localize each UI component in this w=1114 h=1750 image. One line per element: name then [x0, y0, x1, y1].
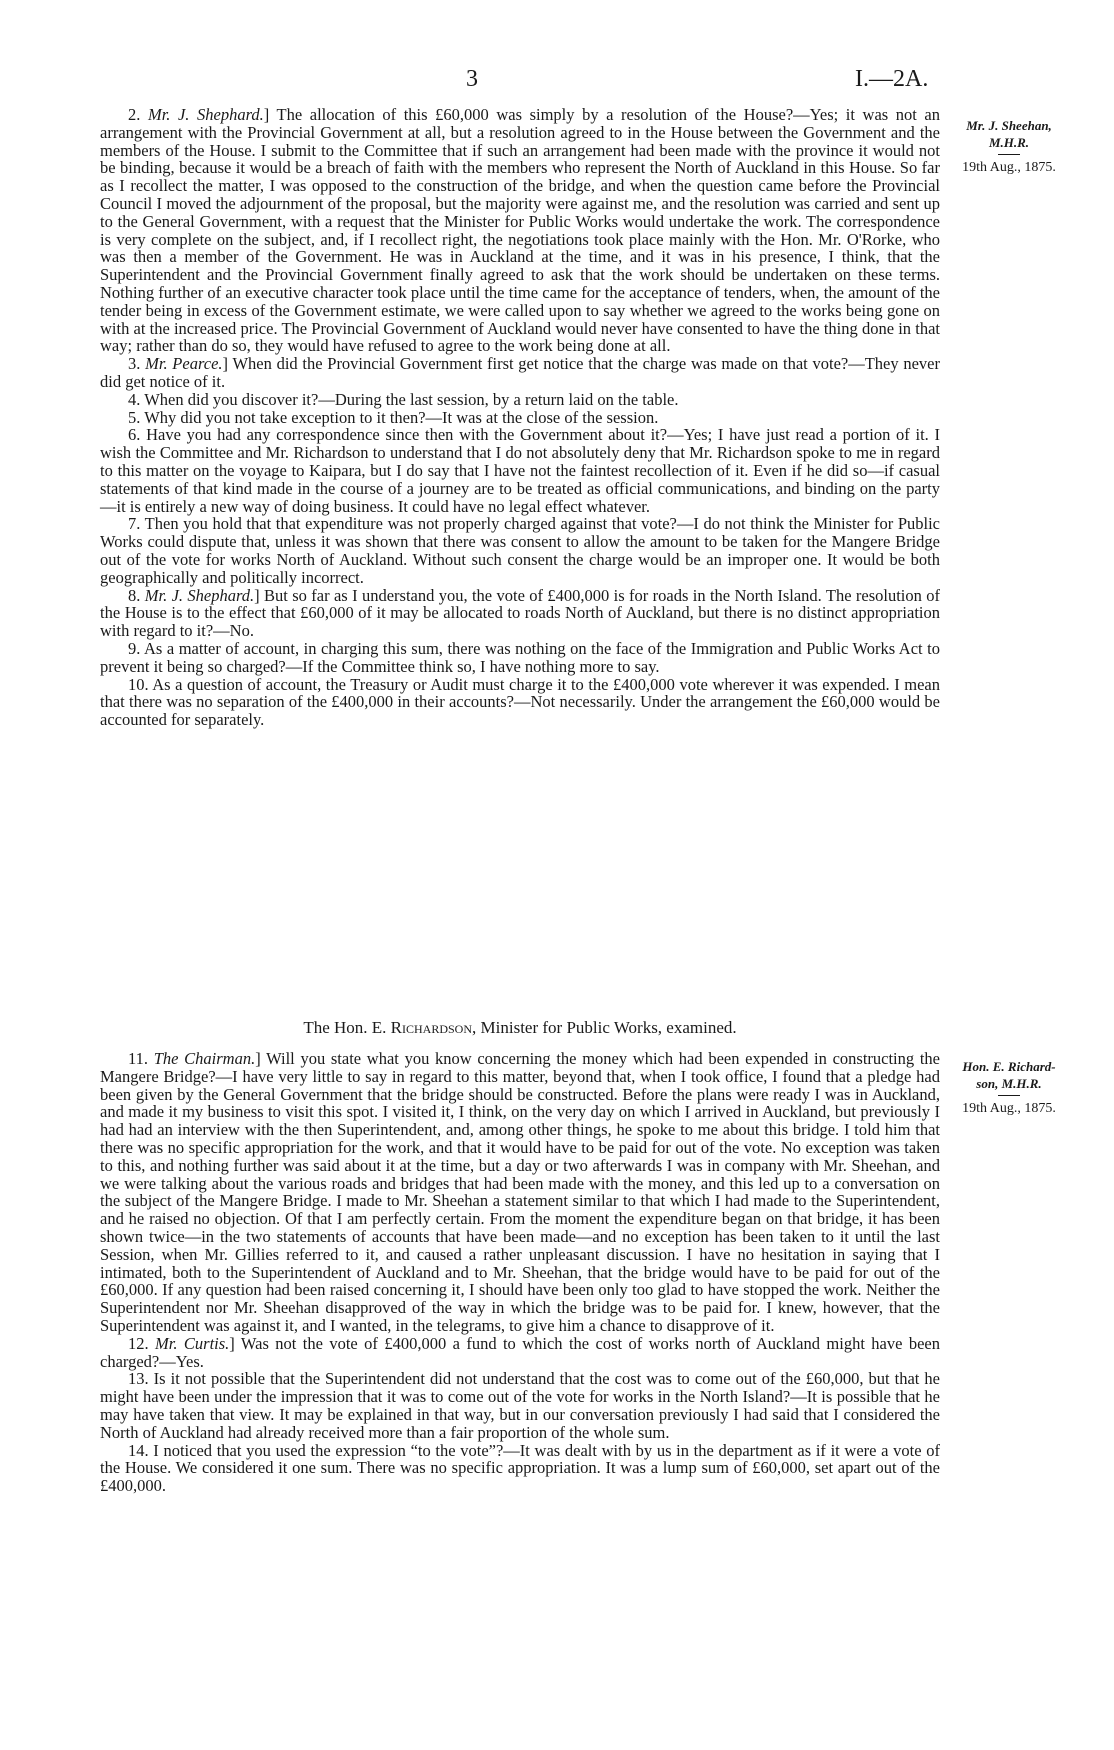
witness-date: 19th Aug., 1875.: [962, 160, 1056, 175]
question-paragraph: 8. Mr. J. Shephard.] But so far as I understand you, the vote of £400,000 is for roads in the North Island. The resolution of the House is to the effect that £60,000 of it may be allocated to roads North of Auckland, but there is no distinct appropriation with regard to it?—No.: [100, 585, 941, 641]
question-paragraph: 7. Then you hold that that expenditure was not properly charged against that vote?—I do not think the Minister for Public Works could dispute that, unless it was shown that there was consent to allow the amount to be taken for the Mangere Bridge out of the vote for works North of Auckland. Without such consent the charge would be an improper one. It would be both geographically and politically incorrect.: [100, 514, 940, 587]
question-paragraph: 4. When did you discover it?—During the last session, by a return laid on the table.: [128, 389, 679, 409]
question-paragraph: 12. Mr. Curtis.] Was not the vote of £400,000 a fund to which the cost of works north of Auckland might have been charged?—Yes.: [100, 1333, 941, 1371]
witness-sidenote-sheehan: [944, 117, 1074, 176]
speaker-name: Mr. Curtis.: [155, 1333, 230, 1353]
witness-title: M.H.R.: [988, 135, 1030, 150]
page-number: 3: [466, 66, 478, 92]
question-paragraph: 9. As a matter of account, in charging this sum, there was nothing on the face of the Immigration and Public Works Act to prevent it being so charged?—If the Committee think so, I have nothing more to say.: [100, 638, 940, 676]
witness-title: son, M.H.R.: [976, 1076, 1042, 1091]
sidenote-divider: [998, 1095, 1020, 1096]
document-reference: I.—2A.: [855, 66, 929, 92]
witness-sidenote-richardson: [944, 1058, 1074, 1117]
speaker-name: The Chairman.: [153, 1049, 256, 1068]
speaker-name: Mr. J. Shephard.: [147, 105, 264, 124]
question-paragraph: 11. The Chairman.] Will you state what you know concerning the money which had been expended in constructing the Mangere Bridge?—I have very little to say in regard to this matter, beyond that, when I took office, I found that a pledge had been given by the General Government that the bridge should be constructed. Before the plans were ready I was in Auckland, and made it my business to visit this spot. I visited it, I think, on the very day on which I arrived in Auckland, but previously I had had an interview with the then Superintendent, and, among other things, he spoke to me about this bridge. I told him that there was no specific appropriation for the work, and that it would have to be paid for out of the vote. No exception was taken to this, and nothing further was said about it at the time, but a day or two afterwards I was in company with Mr. Sheehan, and we were talking about the various roads and bridges that had been made with the money, and this led up to a conversation on the subject of the Mangere Bridge. I made to Mr. Sheehan a statement similar to that which I had made to the Superintendent, and he raised no objection. Of that I am perfectly certain. From the moment the expenditure began on that bridge, it has been shown twice—in the two statements of accounts that have been made—and no exception has been taken to it until the last Session, when Mr. Gillies referred to it, and caused a rather unpleasant discussion. I have no hesitation in saying that I intimated, both to the Superintendent of Auckland and to Mr. Sheehan, that the bridge would have to be paid for out of the £60,000. If any question had been raised concerning it, I should have been only too glad to have stopped the work. Neither the Superintendent nor Mr. Sheehan disapproved of the way in which the bridge was to be paid for. I knew, however, that the Superintendent was against it, and I wanted, in the telegrams, to give him a chance to disapprove of it.: [100, 1049, 940, 1335]
page-header: [0, 66, 1114, 96]
question-paragraph: 2. Mr. J. Shephard.] The allocation of this £60,000 was simply by a resolution of the House?—Yes; it was not an arrangement with the Provincial Government at all, but a resolution agreed to in the House between the Government and the members of the House. I submit to the Committee that if such an arrangement had been made with the province it would not be binding, because it would be a breach of faith with the members who represent the North of Auckland in this House. So far as I recollect the matter, I was opposed to the construction of the bridge, and when the question came before the Provincial Council I moved the adjournment of the proposal, but the majority were against me, and the resolution was carried and sent up to the General Government, with a request that the Minister for Public Works would undertake the work. The correspondence is very complete on the subject, and, if I recollect right, the negotiations took place mainly with the Hon. Mr. O'Rorke, who was then a member of the Government. He was in Auckland at the time, and it was in his presence, I think, that the Superintendent and the Provincial Government finally agreed to ask that the work should be undertaken on these terms. Nothing further of an executive character took place until the time came for the acceptance of tenders, when, the amount of the tender being in excess of the Government estimate, we were called upon to say whether we agreed to the works being gone on with at the increased price. The Provincial Government of Auckland would never have consented to have the thing done in that way; rather than do so, they would have refused to agree to the work being done at all.: [100, 105, 941, 356]
testimony-section-sheehan: [100, 106, 940, 729]
heading-surname: Richardson: [390, 1018, 473, 1037]
speaker-name: Mr. Pearce.: [145, 354, 223, 374]
question-paragraph: 5. Why did you not take exception to it then?—It was at the close of the session.: [128, 407, 659, 427]
question-paragraph: 10. As a question of account, the Treasury or Audit must charge it to the £400,000 vote wherever it was expended. I mean that there was no separation of the £400,000 in their accounts?—Not necessarily. Under the arrangement the £60,000 would be accounted for separately.: [100, 674, 940, 730]
question-paragraph: 14. I noticed that you used the expression “to the vote”?—It was dealt with by us in the department as if it were a vote of the House. We considered it one sum. There was no specific appropriation. It was a lump sum of £60,000, set apart out of the £400,000.: [100, 1440, 940, 1496]
question-paragraph: 3. Mr. Pearce.] When did the Provincial Government first get notice that the charge was made on that vote?—They never did get notice of it.: [100, 354, 940, 391]
witness-name: Mr. J. Sheehan,: [966, 118, 1052, 133]
speaker-name: Mr. J. Shephard.: [144, 585, 255, 605]
witness-date: 19th Aug., 1875.: [962, 1101, 1056, 1116]
testimony-section-richardson: [100, 1050, 940, 1495]
section-heading: The Hon. E. Richardson, Minister for Public Works, examined.: [303, 1018, 737, 1037]
question-paragraph: 6. Have you had any correspondence since then with the Government about it?—Yes; I have just read a portion of it. I wish the Committee and Mr. Richardson to understand that I do not absolutely deny that Mr. Richardson spoke to me in regard to this matter on the voyage to Kaipara, but I do say that I have not the faintest recollection of it. Even if he did so—if casual statements of that kind made in the course of a journey are to be treated as official communications, and binding on the party—it is entirely a new way of doing business. It could have no legal effect whatever.: [100, 425, 940, 516]
question-paragraph: 13. Is it not possible that the Superintendent did not understand that the cost was to come out of the £60,000, but that he might have been under the impression that it was to come out of the vote for works in the North Island?—It is possible that he may have taken that view. It may be explained in that way, but in our conversation previously I had said that I considered the North of Auckland had already received more than a fair proportion of the whole sum.: [100, 1369, 940, 1442]
sidenote-divider: [998, 154, 1020, 155]
witness-name: Hon. E. Richard-: [962, 1059, 1056, 1074]
